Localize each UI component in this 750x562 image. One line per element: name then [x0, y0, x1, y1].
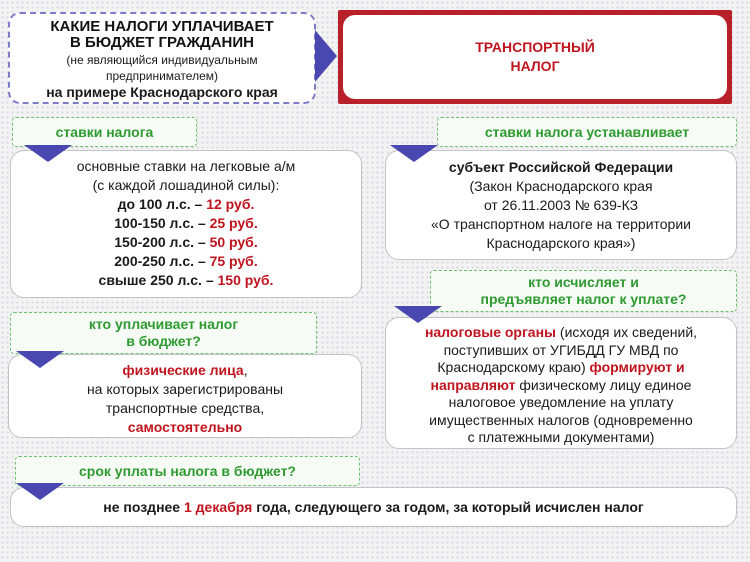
calculator-marker-icon — [394, 306, 442, 323]
deadline-box — [10, 487, 737, 527]
calculator-line6: имущественных налогов (одновременно — [429, 411, 693, 428]
deadline-text-a: не позднее — [103, 498, 184, 515]
rates-line2: (с каждой лошадиной силы): — [92, 177, 280, 193]
header-note-line1: (не являющийся индивидуальным — [66, 53, 258, 67]
deadline-text-b: года, следующего за годом, за который исчислен налог — [252, 498, 644, 515]
payer-label-line2: в бюджет? — [126, 333, 201, 349]
deadline-text — [103, 498, 643, 517]
payer-line2: на которых зарегистрированы — [86, 381, 284, 397]
rate-item — [11, 271, 361, 290]
deadline-date: 1 декабря — [183, 498, 253, 515]
rate-item — [11, 195, 361, 214]
rate-range: 200-250 л.с. – — [114, 253, 210, 269]
tax-type-line2: НАЛОГ — [510, 58, 560, 74]
calculator-line4 — [386, 377, 736, 395]
rate-amount: 50 руб. — [209, 234, 258, 250]
establisher-label — [437, 117, 737, 147]
tax-type-inner — [343, 15, 727, 99]
rates-label — [12, 117, 197, 147]
calculator-line7: с платежными документами) — [467, 429, 655, 445]
payer-label-line1: кто уплачивает налог — [88, 316, 239, 332]
deadline-marker-icon — [16, 483, 64, 500]
payer-line4: самостоятельно — [127, 419, 243, 435]
rate-range: до 100 л.с. – — [117, 196, 207, 212]
calculator-label-line1: кто исчисляет и — [528, 274, 639, 290]
rate-range: 100-150 л.с. – — [114, 215, 210, 231]
establisher-box — [385, 150, 737, 260]
establisher-label-text: ставки налога устанавливает — [484, 123, 690, 140]
establisher-line4: «О транспортном налоге на территории — [431, 216, 691, 232]
deadline-label-text: срок уплаты налога в бюджет? — [79, 462, 296, 479]
rate-range: свыше 250 л.с. – — [98, 272, 218, 288]
calculator-label-line2: предъявляет налог к уплате? — [480, 291, 687, 307]
header-title-box — [8, 12, 316, 104]
calculator-line5: налоговое уведомление на уплату — [448, 394, 674, 410]
payer-label — [10, 312, 317, 354]
header-arrow-icon — [315, 30, 337, 82]
deadline-label — [15, 456, 360, 486]
rates-label-text: ставки налога — [55, 123, 154, 140]
rate-amount: 150 руб. — [217, 272, 274, 288]
tax-type-line1: ТРАНСПОРТНЫЙ — [475, 39, 595, 55]
establisher-line1: субъект Российской Федерации — [448, 159, 674, 175]
rate-amount: 75 руб. — [209, 253, 258, 269]
calculator-line4-rest: физическому лицу единое — [515, 376, 692, 393]
rates-line1: основные ставки на легковые а/м — [76, 158, 296, 174]
rate-item — [11, 233, 361, 252]
rate-amount: 12 руб. — [206, 196, 255, 212]
calculator-line3-red: формируют и — [589, 359, 685, 375]
rates-marker-icon — [24, 145, 72, 162]
payer-line1-red: физические лица — [122, 362, 244, 378]
payer-line1-rest: , — [243, 362, 248, 378]
establisher-line3: от 26.11.2003 № 639-КЗ — [483, 197, 639, 213]
header-note-line2: предпринимателем) — [105, 69, 218, 83]
calculator-line1-rest: (исходя их сведений, — [556, 324, 698, 340]
establisher-line2: (Закон Краснодарского края — [469, 178, 653, 194]
calculator-box — [385, 317, 737, 449]
payer-marker-icon — [16, 351, 64, 368]
establisher-line5: Краснодарского края») — [486, 235, 636, 251]
calculator-label — [430, 270, 737, 312]
payer-line3: транспортные средства, — [105, 400, 265, 416]
rate-item — [11, 214, 361, 233]
calculator-line1-red: налоговые органы — [424, 324, 557, 340]
calculator-line2: поступивших от УГИБДД ГУ МВД по — [443, 341, 679, 358]
rate-item — [11, 252, 361, 271]
calculator-line4-red: направляют — [430, 376, 516, 393]
calculator-line3-a: Краснодарскому краю) — [437, 359, 590, 375]
tax-type-title — [475, 38, 595, 76]
rates-box — [10, 150, 362, 298]
calculator-line1 — [386, 324, 736, 342]
calculator-line3 — [386, 359, 736, 377]
rate-amount: 25 руб. — [209, 215, 258, 231]
header-title-line2: В БЮДЖЕТ ГРАЖДАНИН — [70, 34, 254, 51]
establisher-marker-icon — [390, 145, 438, 162]
header-subtitle: на примере Краснодарского края — [46, 84, 278, 100]
header-title-line1: КАКИЕ НАЛОГИ УПЛАЧИВАЕТ — [50, 18, 274, 35]
tax-type-box — [338, 10, 732, 104]
rate-range: 150-200 л.с. – — [114, 234, 210, 250]
